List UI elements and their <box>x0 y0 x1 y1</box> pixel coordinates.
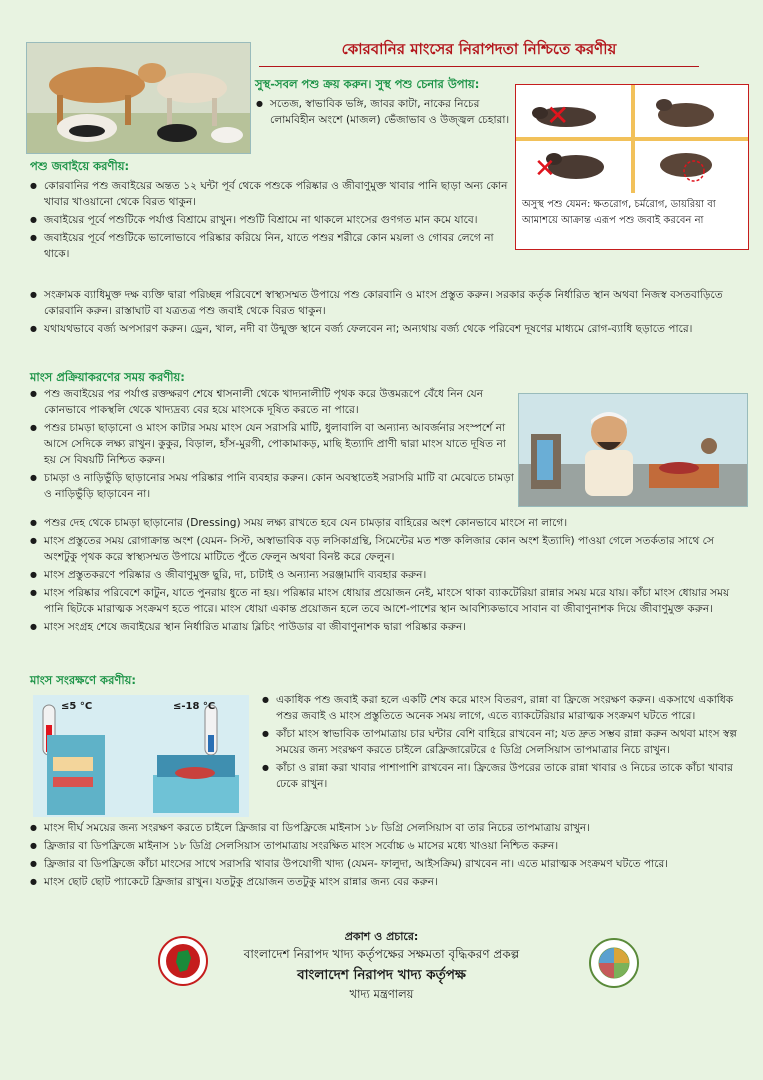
list-item: ● সংক্রামক ব্যাধিমুক্ত দক্ষ ব্যক্তি দ্বারা পরিচ্ছন্ন পরিবেশে স্বাস্থ্যসম্মত উপায়ে পশু কোরবানি ও মাংস প্রস্তুত করুন। সরকার কর্তৃক নির্ধারিত স্থান অথবা নিজস্ব বসতবাড়িতে কোরবানি করুন। রাস্তাঘাট বা যত্রতত্র পশু জবাই থেকে বিরত থাকুন। <box>30 287 744 319</box>
list-item: ● মাংস প্রস্তুতকরণে পরিষ্কার ও জীবাণুমুক্ত ছুরি, দা, চাটাই ও অন্যান্য সরঞ্জামাদি ব্যবহার করুন। <box>30 567 744 583</box>
list-item: ● জবাইয়ের পূর্বে পশুটিকে ভালোভাবে পরিষ্কার করিয়ে নিন, যাতে পশুর শরীরে কোন ময়লা ও গোবর লেগে না থাকে। <box>30 230 508 262</box>
list-item: ● সতেজ, স্বাভাবিক ভঙ্গি, জাবর কাটা, নাকের নিচের লোমবিহীন অংশে (মাজল) ভেঁজাভাব ও উজ্জ্বল চেহারা। <box>256 96 510 128</box>
list-item: ● ফ্রিজার বা ডিপফ্রিজে মাইনাস ১৮ ডিগ্রি সেলসিয়াস তাপমাত্রায় সংরক্ষিত মাংস সর্বোচ্চ ৬ মাসের মধ্যে খাওয়া নিশ্চিত করুন। <box>30 838 744 854</box>
list-item: ● চামড়া ও নাড়িভুঁড়ি ছাড়ানোর সময় পরিষ্কার পানি ব্যবহার করুন। কোন অবস্থাতেই সরাসরি মাটি বা মেঝেতে চামড়া ও নাড়িভুঁড়ি ছাড়াবেন না। <box>30 470 514 502</box>
svg-text:✕: ✕ <box>546 99 570 132</box>
storage-list-wide <box>30 820 744 892</box>
food-safety-authority-logo <box>589 938 639 988</box>
processing-list <box>30 386 514 504</box>
storage-list <box>262 692 746 794</box>
list-item: ● ফ্রিজার বা ডিপফ্রিজে কাঁচা মাংসের সাথে সরাসরি খাবার উপযোগী খাদ্য (যেমন- ফালুদা, আইসক্রিম) রাখবেন না। এতে মারাত্মক সংক্রমণ ঘটতে পারে। <box>30 856 744 872</box>
list-item: ● জবাইয়ের পূর্বে পশুটিকে পর্যাপ্ত বিশ্রামে রাখুন। পশুটি বিশ্রামে না থাকলে মাংসের গুণগত মান কমে যাবে। <box>30 212 508 228</box>
sick-animal-caption: অসুস্থ পশু যেমন: ক্ষতরোগ, চর্মরোগ, ডায়রিয়া বা আমাশয়ে আক্রান্ত এরূপ পশু জবাই করবেন না <box>522 199 716 226</box>
publisher-label: প্রকাশ ও প্রচারে: <box>344 930 419 943</box>
list-item: ● কোরবানির পশু জবাইয়ের অন্তত ১২ ঘন্টা পূর্ব থেকে পশুকে পরিষ্কার ও জীবাণুমুক্ত খাবার পানি ছাড়া অন্য কোন খাবার খাওয়ানো থেকে বিরত থাকুন। <box>30 178 508 210</box>
list-item: ● মাংস ছোট ছোট প্যাকেটে ফ্রিজার রাখুন। যতটুকু প্রয়োজন ততটুকু মাংস রান্নার জন্য বের করুন। <box>30 874 744 890</box>
list-item: ● কাঁচা ও রান্না করা খাবার পাশাপাশি রাখবেন না। ফ্রিজের উপরের তাকে রান্না খাবার ও নিচের তাকে কাঁচা খাবার ঢেকে রাখুন। <box>262 760 746 792</box>
processing-list-wide <box>30 515 744 637</box>
svg-text:✕: ✕ <box>534 154 556 184</box>
fridge-temp-label: ≤5 °C <box>61 701 93 712</box>
fridge-illustration <box>33 695 249 817</box>
slaughter-list-wide <box>30 287 744 339</box>
list-item: ● পশুর দেহ থেকে চামড়া ছাড়ানোর (Dressing) সময় লক্ষ্য রাখতে হবে যেন চামড়ার বাহিরের অংশ কোনভাবে মাংসে না লাগে। <box>30 515 744 531</box>
butcher-illustration <box>518 393 748 507</box>
list-item: ● একাধিক পশু জবাই করা হলে একটি শেষ করে মাংস বিতরণ, রান্না বা ফ্রিজে সংরক্ষণ করুন। একসাথে একাধিক পশুর জবাই ও মাংস প্রস্তুতিতে অনেক সময় লাগে, এতে ব্যাকটেরিয়ার মারাত্মক সংক্রমণ ঘটতে পারে। <box>262 692 746 724</box>
healthy-animal-list <box>256 96 510 130</box>
page-title: কোরবানির মাংসের নিরাপদতা নিশ্চিতে করণীয় <box>259 38 699 67</box>
list-item: ● মাংস সংগ্রহ শেষে জবাইয়ের স্থান নির্ধারিত মাত্রায় ব্লিচিং পাউডার বা জীবাণুনাশক দ্বারা পরিষ্কার করুন। <box>30 619 744 635</box>
publisher-ministry: খাদ্য মন্ত্রণালয় <box>349 987 414 1001</box>
list-item: ● পশু জবাইয়ের পর পর্যাপ্ত রক্তক্ষরণ শেষে শ্বাসনালী থেকে খাদ্যনালীটি পৃথক করে উত্তমরূপে বেঁধে নিন যেন কোনভাবে পাকস্থলি থেকে খাদ্যদ্রব্য বের হয়ে মাংসকে দূষিত করতে না পারে। <box>30 386 514 418</box>
publisher-project: বাংলাদেশ নিরাপদ খাদ্য কর্তৃপক্ষের সক্ষমতা বৃদ্ধিকরণ প্রকল্প <box>243 947 520 961</box>
sick-animals-graphic <box>516 85 748 193</box>
slaughter-heading: পশু জবাইয়ে করণীয়: <box>30 159 130 173</box>
list-item: ● মাংস দীর্ঘ সময়ের জন্য সংরক্ষণ করতে চাইলে ফ্রিজার বা ডিপফ্রিজে মাইনাস ১৮ ডিগ্রি সেলসিয়াস বা তার নিচের তাপমাত্রায় রাখুন। <box>30 820 744 836</box>
processing-heading: মাংস প্রক্রিয়াকরণের সময় করণীয়: <box>30 370 185 384</box>
list-item: ● কাঁচা মাংস স্বাভাবিক তাপমাত্রায় চার ঘন্টার বেশি বাহিরে রাখবেন না; যত দ্রুত সম্ভব রান্না করুন অথবা মাংস স্বল্প সময়ের জন্য সংরক্ষণ করতে চাইলে রেফ্রিজারেটরে ৫ ডিগ্রি সেলসিয়াস তাপমাত্রার নিচে রাখুন। <box>262 726 746 758</box>
healthy-animal-heading: সুস্থ-সবল পশু ক্রয় করুন। সুস্থ পশু চেনার উপায়: <box>255 77 480 91</box>
publisher-authority: বাংলাদেশ নিরাপদ খাদ্য কর্তৃপক্ষ <box>297 967 466 983</box>
slaughter-list <box>30 178 508 264</box>
list-item: ● মাংস পরিষ্কার পরিবেশে কাটুন, যাতে পুনরায় ধুতে না হয়। পরিষ্কার মাংস ধোয়ার প্রয়োজন নেই, মাংসে থাকা ব্যাকটেরিয়া রান্নার সময় মরে যায়। কাঁচা মাংস ধোয়ার সময় পানি ছিটকে মারাত্মক সংক্রমণ হতে পারে। মাংস ধোয়া একান্ত প্রয়োজন হলে তবে আশে-পাশের স্থান আবশ্যিকভাবে সাবান বা জীবাণুনাশক দিয়ে জীবাণুমুক্ত করুন। <box>30 585 744 617</box>
list-item: ● যথাযথভাবে বর্জ্য অপসারণ করুন। ড্রেন, খাল, নদী বা উন্মুক্ত স্থানে বর্জ্য ফেলবেন না; অন্যথায় বর্জ্য থেকে পরিবেশ দূষণের মাধ্যমে রোগ-ব্যাধি ছড়াতে পারে। <box>30 321 744 337</box>
list-item: ● পশুর চামড়া ছাড়ানো ও মাংস কাটার সময় মাংস যেন সরাসরি মাটি, ধুলাবালি বা অন্যান্য আবর্জনার সংস্পর্শে না আসে সেদিকে লক্ষ্য রাখুন। কুকুর, বিড়াল, হাঁস-মুরগী, পোকামাকড়, মাছি ইত্যাদি প্রাণী দ্বারা মাংস যাতে দূষিত না হয় সে বিষয়টি নিশ্চিত করুন। <box>30 420 514 468</box>
cows-illustration <box>26 42 251 154</box>
list-item: ● মাংস প্রস্তুতের সময় রোগাক্রান্ত অংশ (যেমন- সিস্ট, অস্বাভাবিক বড় লসিকাগ্রন্থি, সিমেন্টের মত শক্ত কলিজার কোন অংশ ইত্যাদি) পাওয়া গেলে সতর্কতার সাথে সে অংশটুকু পৃথক করে স্বাস্থ্যসম্মত উপায়ে মাটিতে পুঁতে ফেলুন অথবা বিনষ্ট করে ফেলুন। <box>30 533 744 565</box>
sick-animal-diagram <box>515 84 749 250</box>
freezer-temp-label: ≤-18 °C <box>173 701 216 712</box>
storage-heading: মাংস সংরক্ষণে করণীয়: <box>30 673 137 687</box>
